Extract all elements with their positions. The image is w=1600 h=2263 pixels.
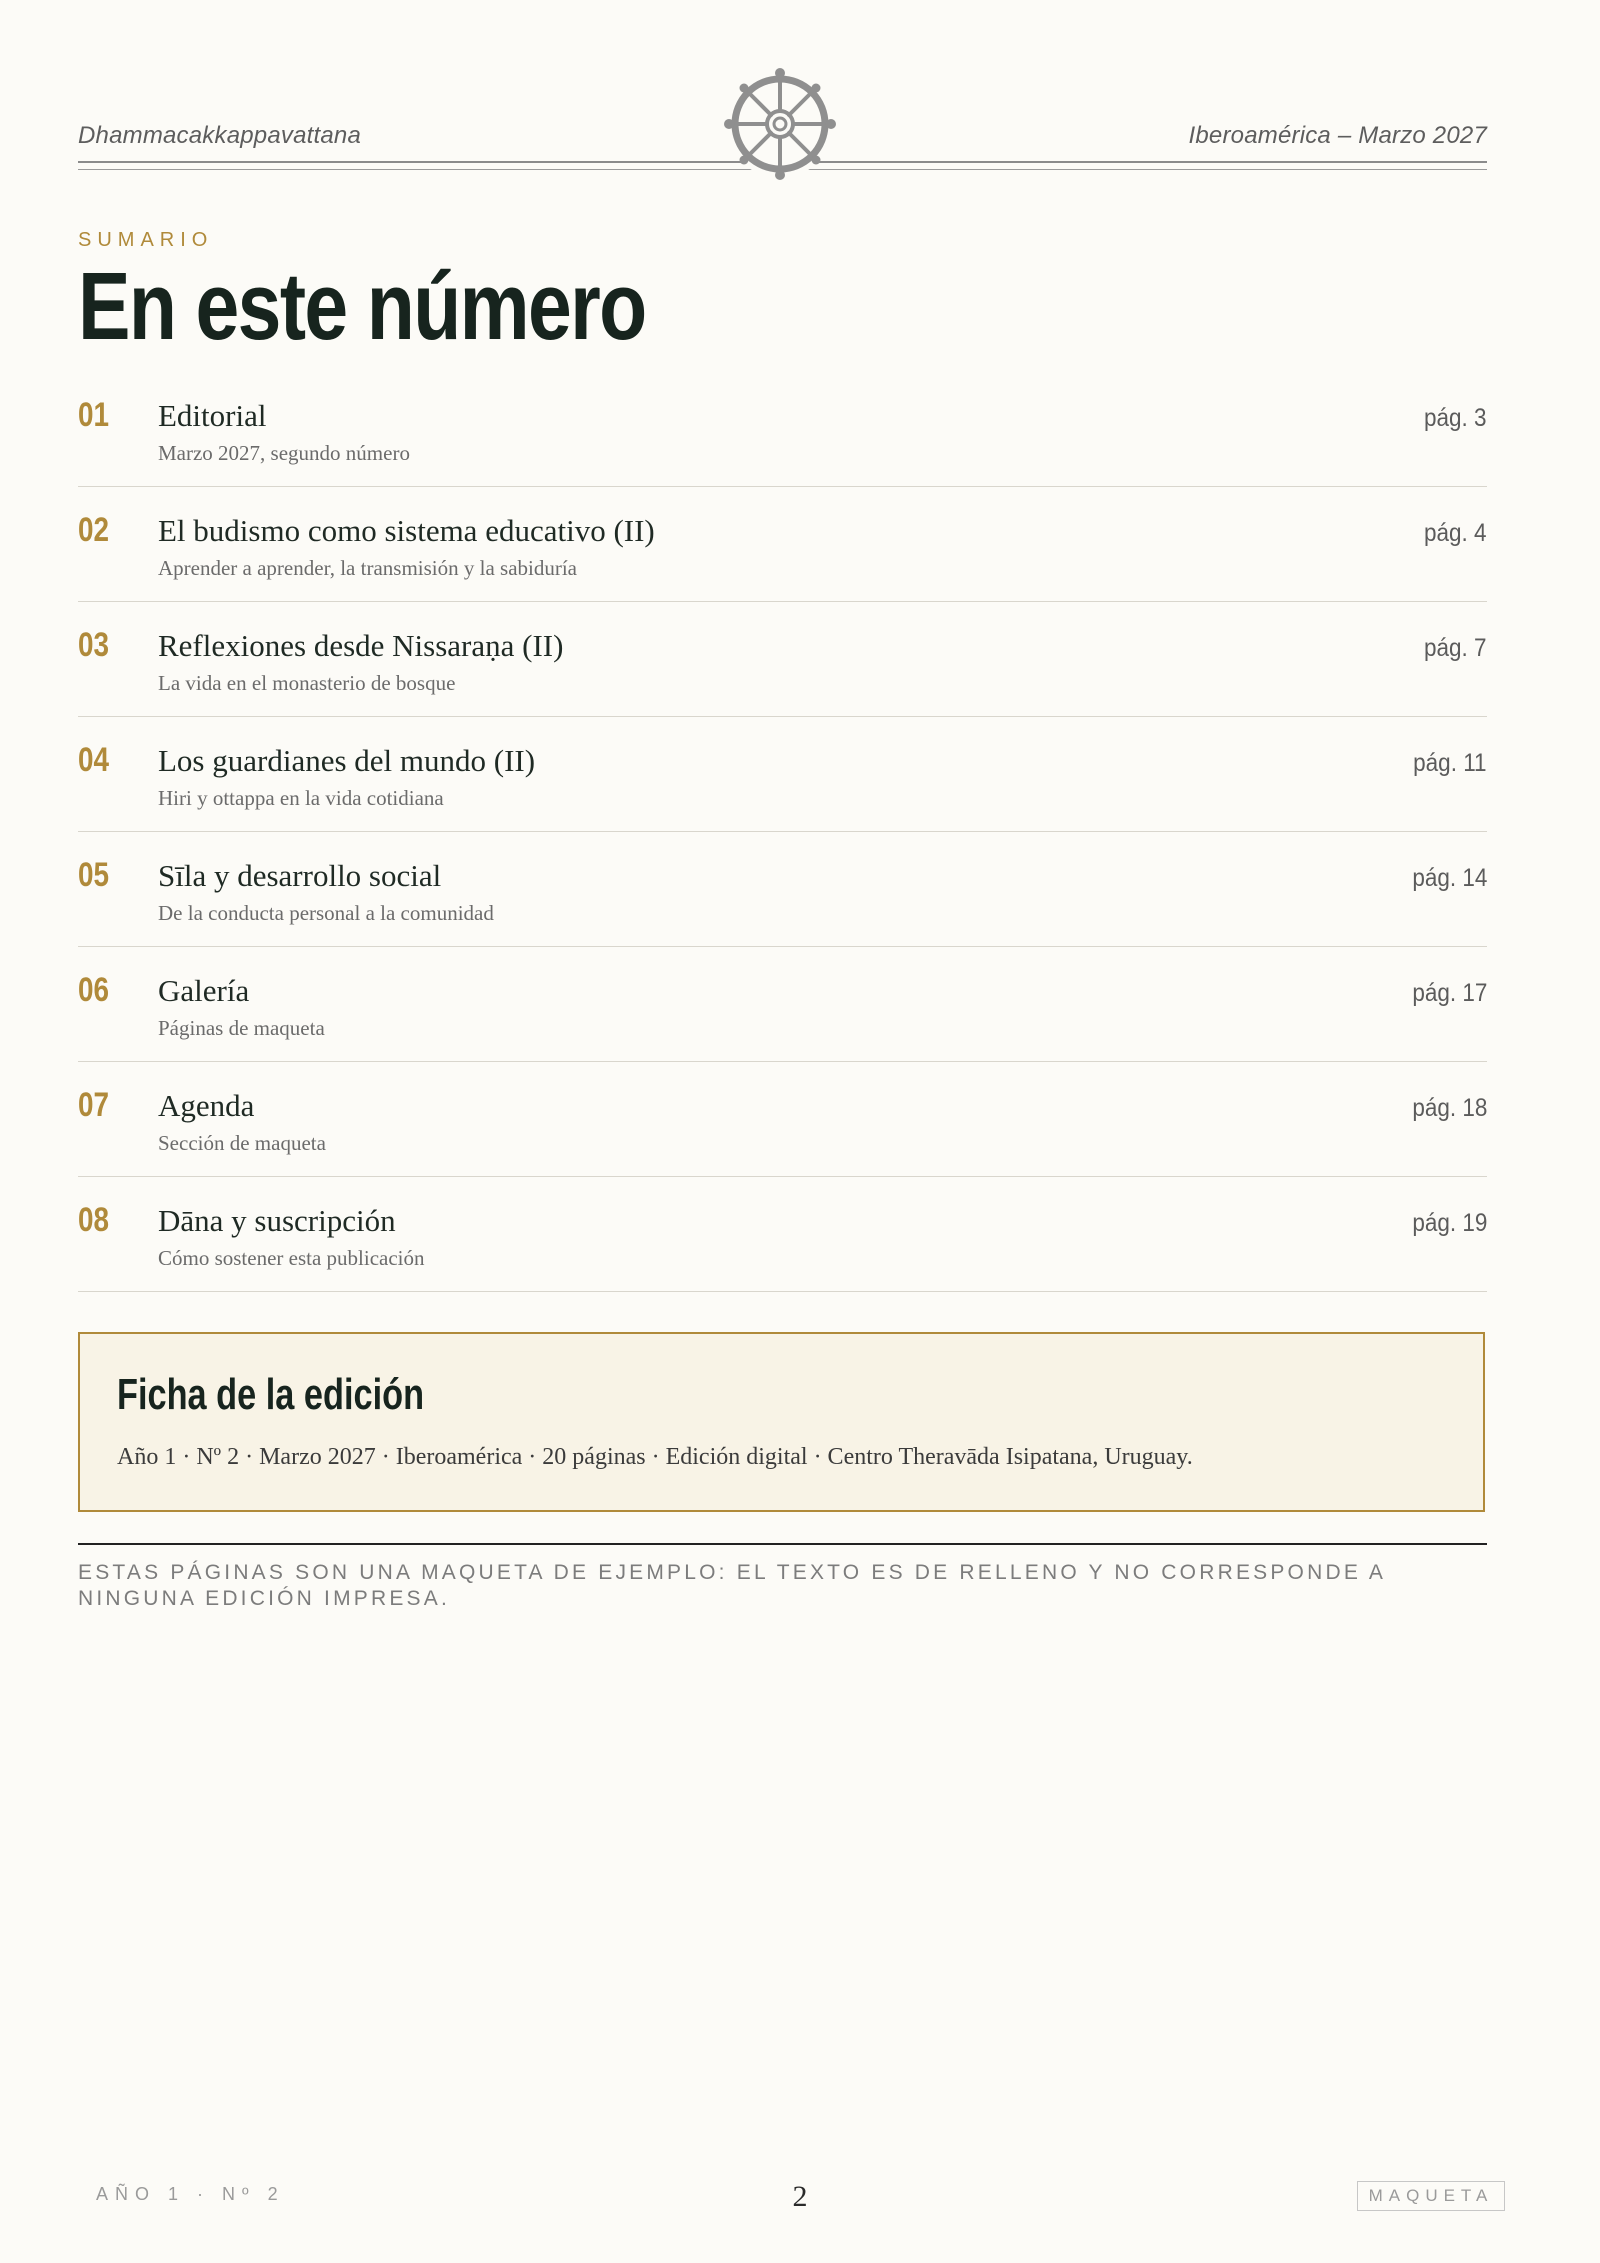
toc-entry[interactable] — [78, 947, 1487, 1062]
section-kicker: SUMARIO — [78, 229, 214, 251]
toc-title: Editorial — [158, 398, 267, 433]
footer-badge: MAQUETA — [1357, 2181, 1505, 2211]
toc-page: pág. 19 — [1411, 1209, 1487, 1237]
toc-subtitle: Marzo 2027, segundo número — [158, 441, 410, 465]
toc-page: pág. 7 — [1424, 634, 1487, 662]
disclaimer-rule — [78, 1543, 1487, 1545]
toc-page: pág. 11 — [1413, 749, 1487, 777]
toc-title: Agenda — [158, 1088, 255, 1123]
toc-subtitle: Sección de maqueta — [158, 1131, 326, 1155]
toc-number: 01 — [78, 396, 110, 434]
toc-subtitle: De la conducta personal a la comunidad — [158, 901, 494, 925]
toc-page: pág. 18 — [1411, 1094, 1487, 1122]
toc-entry[interactable] — [78, 372, 1487, 487]
toc-subtitle: Hiri y ottappa en la vida cotidiana — [158, 786, 444, 810]
toc-page: pág. 17 — [1411, 979, 1487, 1007]
toc-entry[interactable] — [78, 832, 1487, 947]
toc-title: Reflexiones desde Nissaraṇa (II) — [158, 628, 564, 663]
disclaimer-text: ESTAS PÁGINAS SON UNA MAQUETA DE EJEMPLO: EL TEXTO ES DE RELLENO Y NO CORRESPONDE A NINGUNA EDICIÓN IMPRESA. — [78, 1561, 1385, 1610]
publication-name: Dhammacakkappavattana — [78, 122, 362, 149]
toc-title: Dāna y suscripción — [158, 1203, 396, 1238]
footer-issue: AÑO 1 · Nº 2 — [96, 2184, 285, 2204]
toc-number: 04 — [78, 741, 110, 779]
toc-number: 06 — [78, 971, 110, 1009]
toc-number: 05 — [78, 856, 110, 894]
toc-entry[interactable] — [78, 487, 1487, 602]
toc-number: 02 — [78, 511, 110, 549]
edition-card-title: Ficha de la edición — [117, 1370, 425, 1419]
toc-number: 03 — [78, 626, 110, 664]
toc-subtitle: La vida en el monasterio de bosque — [158, 671, 456, 695]
page-title: En este número — [78, 253, 646, 360]
toc-entry[interactable] — [78, 717, 1487, 832]
table-of-contents — [78, 372, 1487, 1292]
toc-page: pág. 3 — [1424, 404, 1487, 432]
toc-entry[interactable] — [78, 602, 1487, 717]
toc-subtitle: Cómo sostener esta publicación — [158, 1246, 425, 1270]
issue-region-date: Iberoamérica – Marzo 2027 — [1188, 122, 1487, 149]
toc-page: pág. 4 — [1424, 519, 1487, 547]
toc-subtitle: Páginas de maqueta — [158, 1016, 325, 1040]
edition-info-card — [78, 1332, 1485, 1512]
toc-number: 08 — [78, 1201, 110, 1239]
dharma-wheel-icon — [722, 66, 838, 182]
toc-entry[interactable] — [78, 1177, 1487, 1292]
footer-page-number: 2 — [792, 2180, 808, 2213]
toc-entry[interactable] — [78, 1062, 1487, 1177]
toc-title: Galería — [158, 973, 250, 1008]
edition-card-details: Año 1 · Nº 2 · Marzo 2027 · Iberoamérica · 20 páginas · Edición digital · Centro Theravāda Isipatana, Uruguay. — [117, 1444, 1193, 1470]
magazine-page — [78, 0, 1487, 2263]
toc-subtitle: Aprender a aprender, la transmisión y la sabiduría — [158, 556, 578, 580]
toc-title: El budismo como sistema educativo (II) — [158, 513, 655, 548]
toc-number: 07 — [78, 1086, 110, 1124]
toc-page: pág. 14 — [1411, 864, 1487, 892]
toc-title: Sīla y desarrollo social — [158, 858, 442, 893]
running-header — [78, 0, 1487, 180]
toc-title: Los guardianes del mundo (II) — [158, 743, 536, 778]
